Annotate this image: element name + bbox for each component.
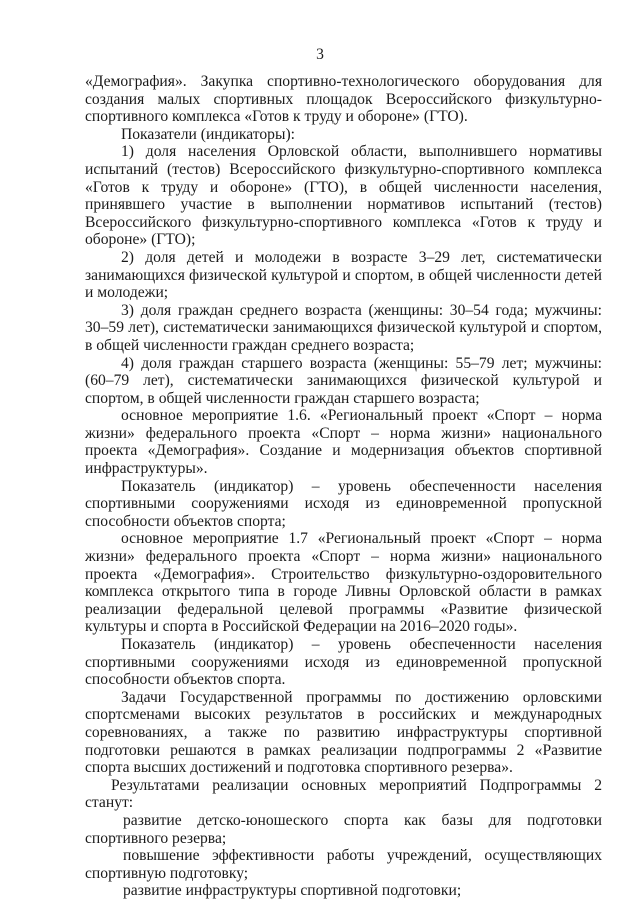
paragraph-measure-1-6: основное мероприятие 1.6. «Региональный проект «Спорт – норма жизни» федерального проекта «Спорт – норма жизни» национального проекта «Демография». Создание и модернизация объектов спортивной инфраструктуры». (85, 407, 602, 478)
paragraph-program-tasks: Задачи Государственной программы по достижению орловскими спортсменами высоких результатов в российских и международных соревнованиях, а также по развитию инфраструктуры спортивной подготовки решаются в рамках реализации подпрограммы 2 «Развитие спорта высших достижений и подготовка спортивного резерва». (85, 688, 602, 777)
paragraph-indicator-2: 2) доля детей и молодежи в возрасте 3–29 лет, систематически занимающихся физической культурой и спортом, в общей численности детей и молодежи; (85, 248, 602, 302)
paragraph-measure-1-7-indicator: Показатель (индикатор) – уровень обеспеченности населения спортивными сооружениями исходя из единовременной пропускной способности объектов спорта. (85, 636, 602, 689)
paragraph-result-infrastructure: развитие инфраструктуры спортивной подготовки; (123, 882, 462, 900)
paragraph-gto-equipment: «Демография». Закупка спортивно-технологического оборудования для создания малых спортивных площадок Всероссийского физкультурно-спортивного комплекса «Готов к труду и обороне» (ГТО). (85, 73, 602, 126)
paragraph-indicator-3: 3) доля граждан среднего возраста (женщины: 30–54 года; мужчины: 30–59 лет), систематически занимающихся физической культурой и спортом, в общей численности граждан среднего возраста; (85, 301, 602, 354)
paragraph-result-efficiency: повышение эффективности работы учреждений, осуществляющих спортивную подготовку; (85, 847, 602, 882)
paragraph-result-youth-sport: развитие детско-юношеского спорта как базы для подготовки спортивного резерва; (85, 811, 602, 847)
paragraph-measure-1-7: основное мероприятие 1.7 «Региональный проект «Спорт – норма жизни» федерального проекта «Спорт – норма жизни» национального проекта «Демография». Строительство физкультурно-оздоровительного комплекса открытого типа в городе Ливны Орловской области в рамках реализации федеральной целевой программы «Развитие физической культуры и спорта в Российской Федерации на 2016–2020 годы». (85, 530, 602, 636)
document-body (85, 73, 602, 900)
paragraph-indicators-heading: Показатели (индикаторы): (121, 125, 295, 143)
paragraph-measure-1-6-indicator: Показатель (индикатор) – уровень обеспеченности населения спортивными сооружениями исходя из единовременной пропускной способности объектов спорта; (85, 477, 602, 530)
paragraph-indicator-4: 4) доля граждан старшего возраста (женщины: 55–79 лет; мужчины: (60–79 лет), систематически занимающихся физической культурой и спортом, в общей численности граждан старшего возраста; (85, 354, 602, 407)
paragraph-indicator-1: 1) доля населения Орловской области, выполнившего нормативы испытаний (тестов) Всероссийского физкультурно-спортивного комплекса «Готов к труду и обороне» (ГТО), в общей численности населения, принявшего участие в выполнении нормативов испытаний (тестов) Всероссийского физкультурно-спортивного комплекса «Готов к труду и обороне» (ГТО); (85, 143, 602, 249)
paragraph-subprogram-results: Результатами реализации основных мероприятий Подпрограммы 2 станут: (85, 776, 602, 812)
page-number: 3 (316, 46, 324, 63)
